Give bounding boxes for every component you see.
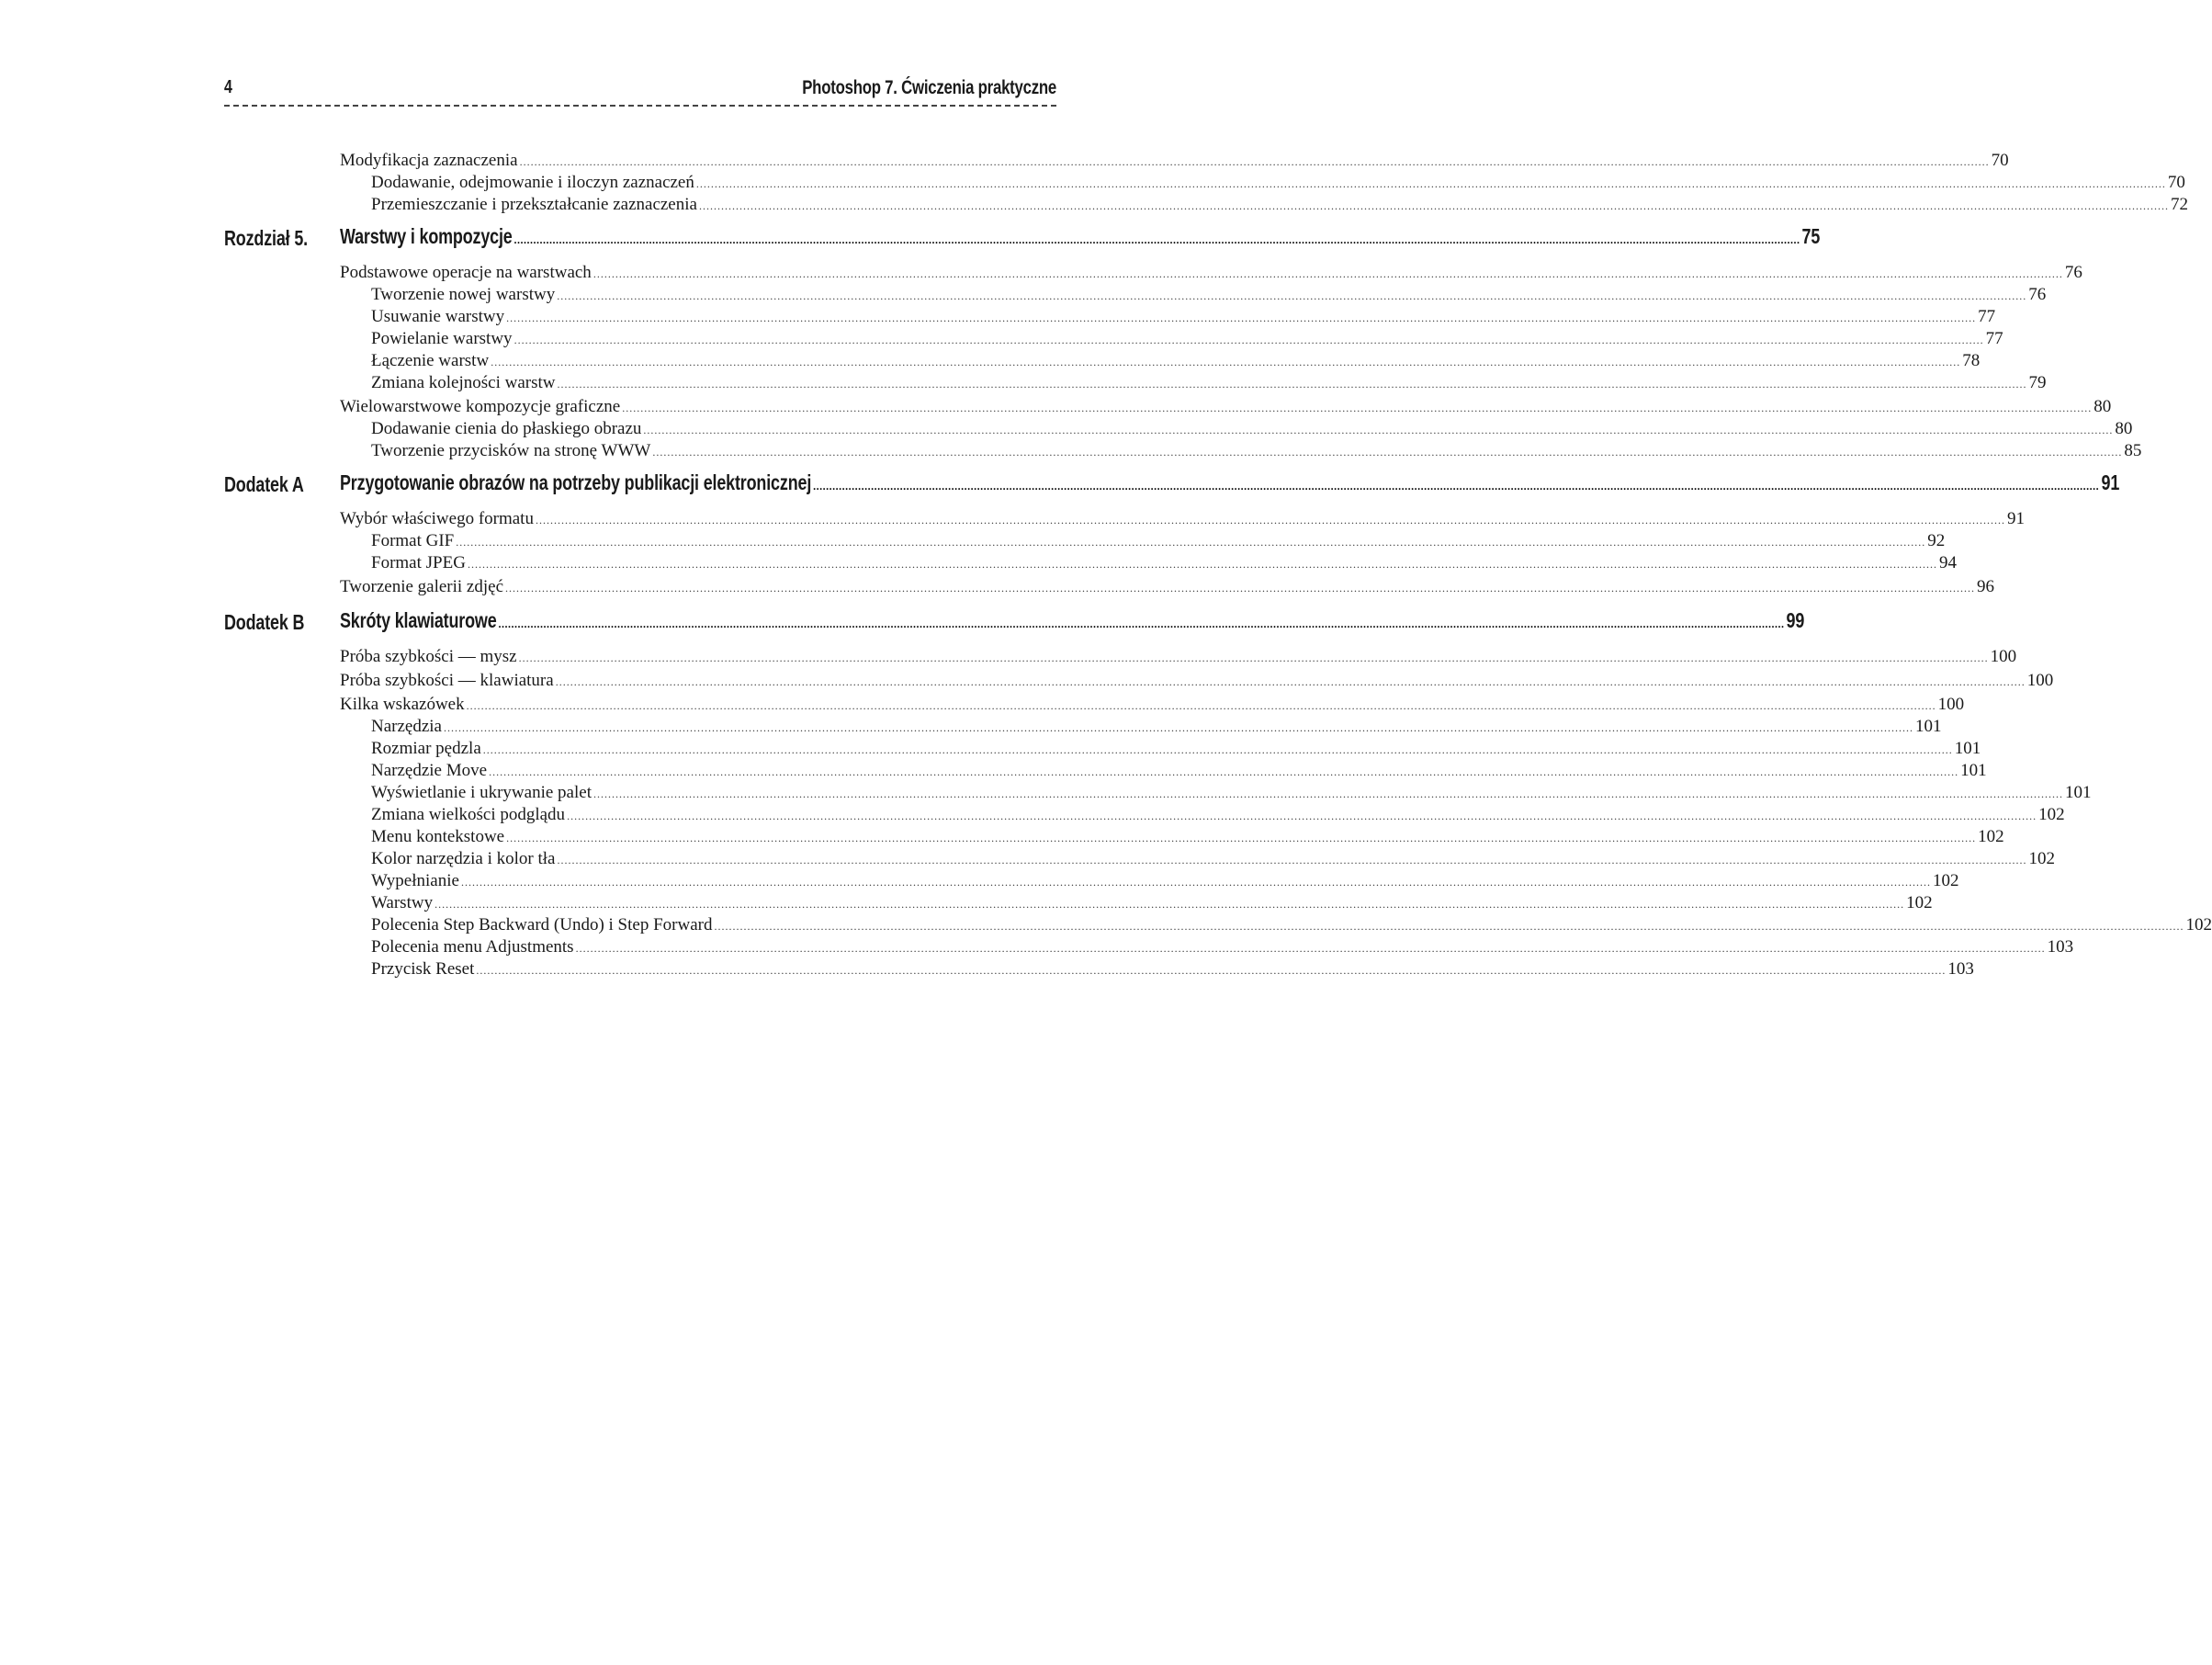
dot-leader: ................................................................................................................................................................................................................................................................................................................................................................................................................ <box>557 289 2027 302</box>
toc-entry-title: Kilka wskazówek <box>340 695 465 714</box>
chapter-label: Dodatek B <box>224 610 305 634</box>
toc-entry[interactable] <box>340 151 2009 171</box>
toc-entry-title: Narzędzia <box>371 717 442 736</box>
toc-entry[interactable] <box>371 285 2047 305</box>
toc-entry[interactable] <box>371 739 1981 759</box>
toc-entry[interactable] <box>371 329 2003 349</box>
toc-entry-page: 101 <box>1915 717 1942 736</box>
dot-leader: ................................................................................................................................................................................................................................................................................................................................................................................................................ <box>557 854 2027 866</box>
toc-entry-page: 103 <box>2047 937 2074 957</box>
dot-leader: ................................................................................................................................................................................................................................................................................................................................................................................................................ <box>698 199 2169 212</box>
dot-leader: ................................................................................................................................................................................................................................................................................................................................................................................................................ <box>506 311 1977 324</box>
toc-entry[interactable] <box>371 805 2065 825</box>
toc-entry[interactable] <box>340 263 2082 283</box>
toc-entry-title: Wielowarstwowe kompozycje graficzne <box>340 397 621 416</box>
dot-leader: ................................................................................................................................................................................................................................................................................................................................................................................................................ <box>643 424 2114 436</box>
toc-entry[interactable] <box>371 915 2212 935</box>
toc-entry-page: 101 <box>1954 739 1981 758</box>
toc-entry-title: Zmiana wielkości podglądu <box>371 805 566 824</box>
toc-entry-page: 102 <box>1906 893 1933 912</box>
toc-entry[interactable] <box>371 717 1942 737</box>
toc-entry-page: 76 <box>2064 263 2082 282</box>
toc-entry-title: Skróty klawiaturowe <box>340 608 497 632</box>
dot-leader: ................................................................................................................................................................................................................................................................................................................................................................................................................ <box>505 582 1976 595</box>
toc-entry-page: 102 <box>1978 827 2004 846</box>
toc-entry-title: Format JPEG <box>371 553 466 572</box>
toc-entry-page: 91 <box>2006 509 2025 528</box>
dot-leader: ................................................................................................................................................................................................................................................................................................................................................................................................................ <box>434 898 1905 911</box>
toc-entry-page: 75 <box>1801 224 1821 248</box>
dot-leader: ................................................................................................................................................................................................................................................................................................................................................................................................................ <box>652 446 2123 459</box>
toc-entry-page: 76 <box>2028 285 2047 304</box>
dot-leader: ................................................................................................................................................................................................................................................................................................................................................................................................................ <box>476 964 1947 977</box>
toc-entry[interactable] <box>371 553 1957 573</box>
toc-entry[interactable] <box>371 893 1933 913</box>
toc-entry-title: Warstwy i kompozycje <box>340 224 513 248</box>
toc-entry[interactable] <box>371 959 1974 980</box>
toc-entry[interactable] <box>371 783 2092 803</box>
book-title: Photoshop 7. Ćwiczenia praktyczne <box>802 77 1056 98</box>
toc-entry-page: 70 <box>2167 173 2185 192</box>
toc-entry-page: 100 <box>2026 671 2054 690</box>
toc-entry-page: 91 <box>2101 470 2119 494</box>
toc-entry-page: 77 <box>1978 307 1996 326</box>
toc-entry-title: Wyświetlanie i ukrywanie palet <box>371 783 592 802</box>
dot-leader: ................................................................................................................................................................................................................................................................................................................................................................................................................ <box>466 699 1936 712</box>
dot-leader: ................................................................................................................................................................................................................................................................................................................................................................................................................ <box>482 743 1953 756</box>
toc-entry-page: 78 <box>1962 351 1981 370</box>
toc-entry-page: 79 <box>2028 373 2047 392</box>
dot-leader: ................................................................................................................................................................................................................................................................................................................................................................................................................ <box>557 378 2027 391</box>
toc-entry-title: Przemieszczanie i przekształcanie zaznaczenia <box>371 195 697 214</box>
chapter-label: Dodatek A <box>224 472 304 496</box>
toc-entry-title: Usuwanie warstwy <box>371 307 505 326</box>
dot-leader: ................................................................................................................................................................................................................................................................................................................................................................................................................ <box>535 514 2005 527</box>
toc-entry-page: 100 <box>1937 695 1965 714</box>
dot-leader: ................................................................................................................................................................................................................................................................................................................................................................................................................ <box>695 177 2166 190</box>
toc-entry-title: Modyfikacja zaznaczenia <box>340 151 518 170</box>
toc-entry-page: 102 <box>2185 915 2212 934</box>
toc-entry-title: Powielanie warstwy <box>371 329 513 348</box>
toc-entry[interactable] <box>371 937 2074 957</box>
dot-leader: ................................................................................................................................................................................................................................................................................................................................................................................................................ <box>813 480 2100 493</box>
toc-entry-page: 96 <box>1977 577 1995 596</box>
page-number: 4 <box>224 77 232 97</box>
dot-leader: ................................................................................................................................................................................................................................................................................................................................................................................................................ <box>498 617 1785 630</box>
toc-entry[interactable] <box>340 577 1995 597</box>
toc-entry-title: Zmiana kolejności warstw <box>371 373 556 392</box>
toc-entry[interactable] <box>340 671 2054 691</box>
toc-entry-page: 100 <box>1990 647 2017 666</box>
toc-entry-page: 80 <box>2115 419 2133 438</box>
toc-entry-title: Format GIF <box>371 531 455 550</box>
toc-entry-title: Polecenia menu Adjustments <box>371 937 574 957</box>
toc-entry-title: Tworzenie nowej warstwy <box>371 285 556 304</box>
toc-entry-title: Wybór właściwego formatu <box>340 509 534 528</box>
toc-entry-title: Warstwy <box>371 893 434 912</box>
toc-entry-title: Wypełnianie <box>371 871 459 890</box>
toc-entry[interactable] <box>371 849 2055 869</box>
dot-leader: ................................................................................................................................................................................................................................................................................................................................................................................................................ <box>467 558 1937 571</box>
chapter-label: Rozdział 5. <box>224 226 308 250</box>
toc-entry-page: 102 <box>1932 871 1959 890</box>
dot-leader: ................................................................................................................................................................................................................................................................................................................................................................................................................ <box>714 920 2184 933</box>
dot-leader: ................................................................................................................................................................................................................................................................................................................................................................................................................ <box>514 334 1984 346</box>
toc-entry[interactable] <box>371 173 2185 193</box>
toc-chapter-entry[interactable] <box>340 608 1805 632</box>
toc-entry-page: 70 <box>1991 151 2009 170</box>
toc-entry[interactable] <box>371 307 1996 327</box>
toc-entry[interactable] <box>371 761 1987 781</box>
dot-leader: ................................................................................................................................................................................................................................................................................................................................................................................................................ <box>518 651 1989 664</box>
dot-leader: ................................................................................................................................................................................................................................................................................................................................................................................................................ <box>491 356 1961 368</box>
dot-leader: ................................................................................................................................................................................................................................................................................................................................................................................................................ <box>460 876 1931 889</box>
toc-entry-title: Menu kontekstowe <box>371 827 505 846</box>
toc-entry-page: 101 <box>2064 783 2092 802</box>
toc-entry[interactable] <box>371 195 2188 215</box>
toc-entry-title: Podstawowe operacje na warstwach <box>340 263 592 282</box>
toc-entry[interactable] <box>371 419 2133 439</box>
toc-entry-title: Rozmiar pędzla <box>371 739 481 758</box>
toc-entry[interactable] <box>340 695 1965 715</box>
toc-entry-title: Przygotowanie obrazów na potrzeby publikacji elektronicznej <box>340 470 812 494</box>
dot-leader: ................................................................................................................................................................................................................................................................................................................................................................................................................ <box>622 402 2093 414</box>
toc-entry-page: 80 <box>2094 397 2112 416</box>
toc-entry[interactable] <box>371 531 1946 551</box>
toc-entry-page: 94 <box>1938 553 1957 572</box>
toc-entry-title: Próba szybkości — mysz <box>340 647 517 666</box>
dot-leader: ................................................................................................................................................................................................................................................................................................................................................................................................................ <box>519 155 1990 168</box>
toc-entry-page: 99 <box>1786 608 1805 632</box>
toc-entry-title: Próba szybkości — klawiatura <box>340 671 554 690</box>
toc-entry-title: Dodawanie cienia do płaskiego obrazu <box>371 419 642 438</box>
toc-entry-title: Polecenia Step Backward (Undo) i Step Forward <box>371 915 713 934</box>
toc-entry-page: 102 <box>2038 805 2065 824</box>
toc-entry[interactable] <box>371 351 1981 371</box>
toc-entry-title: Tworzenie galerii zdjęć <box>340 577 504 596</box>
toc-chapter-entry[interactable] <box>340 470 2119 494</box>
toc-entry-title: Narzędzie Move <box>371 761 488 780</box>
toc-entry-page: 103 <box>1947 959 1974 979</box>
toc-entry[interactable] <box>340 397 2112 417</box>
toc-entry[interactable] <box>371 827 2004 847</box>
toc-entry[interactable] <box>371 441 2142 461</box>
toc-chapter-entry[interactable] <box>340 224 1821 248</box>
dot-leader: ................................................................................................................................................................................................................................................................................................................................................................................................................ <box>592 787 2063 800</box>
dot-leader: ................................................................................................................................................................................................................................................................................................................................................................................................................ <box>489 765 1959 778</box>
toc-entry[interactable] <box>371 871 1959 891</box>
toc-entry[interactable] <box>371 373 2047 393</box>
toc-entry-page: 77 <box>1985 329 2003 348</box>
toc-entry-title: Dodawanie, odejmowanie i iloczyn zaznaczeń <box>371 173 694 192</box>
toc-entry-page: 101 <box>1960 761 1987 780</box>
toc-entry-title: Przycisk Reset <box>371 959 475 979</box>
dot-leader: ................................................................................................................................................................................................................................................................................................................................................................................................................ <box>514 233 1800 246</box>
dot-leader: ................................................................................................................................................................................................................................................................................................................................................................................................................ <box>592 267 2063 280</box>
dot-leader: ................................................................................................................................................................................................................................................................................................................................................................................................................ <box>567 810 2037 822</box>
toc-entry-page: 92 <box>1927 531 1946 550</box>
toc-entry-title: Tworzenie przycisków na stronę WWW <box>371 441 651 460</box>
dot-leader: ................................................................................................................................................................................................................................................................................................................................................................................................................ <box>555 675 2026 688</box>
dot-leader: ................................................................................................................................................................................................................................................................................................................................................................................................................ <box>575 942 2046 955</box>
toc-entry-title: Łączenie warstw <box>371 351 490 370</box>
dot-leader: ................................................................................................................................................................................................................................................................................................................................................................................................................ <box>444 721 1913 734</box>
toc-entry-page: 102 <box>2028 849 2055 868</box>
toc-entry[interactable] <box>340 647 2017 667</box>
toc-entry[interactable] <box>340 509 2025 529</box>
dot-leader: ................................................................................................................................................................................................................................................................................................................................................................................................................ <box>456 536 1926 549</box>
toc-entry-page: 85 <box>2124 441 2142 460</box>
toc-entry-title: Kolor narzędzia i kolor tła <box>371 849 556 868</box>
toc-entry-page: 72 <box>2170 195 2188 214</box>
dot-leader: ................................................................................................................................................................................................................................................................................................................................................................................................................ <box>506 832 1977 844</box>
